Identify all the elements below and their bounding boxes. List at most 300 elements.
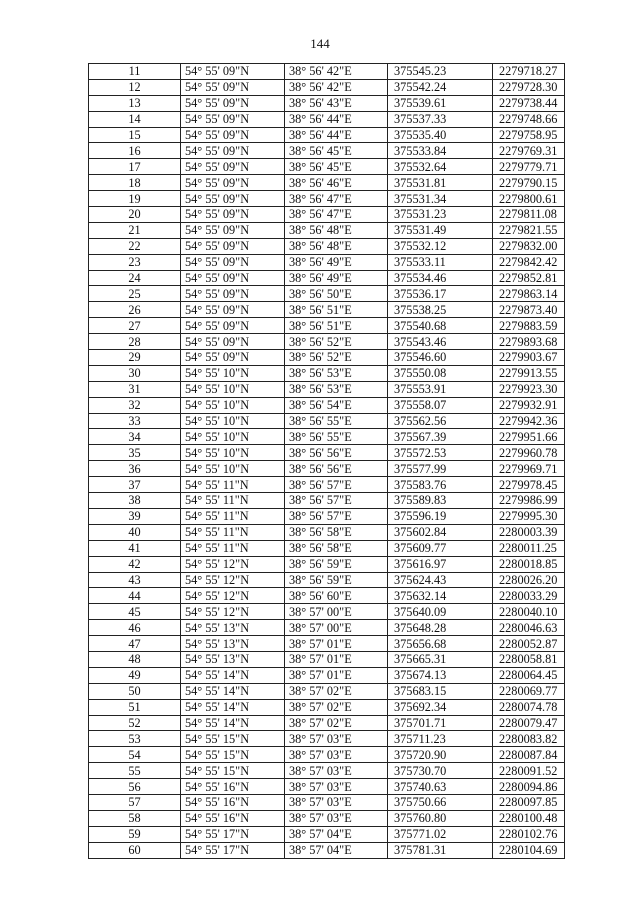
longitude-cell: 38° 57' 01"E — [285, 636, 388, 652]
latitude-cell: 54° 55' 09"N — [181, 238, 285, 254]
y-coordinate-cell: 2279978.45 — [493, 477, 565, 493]
y-coordinate-cell: 2279863.14 — [493, 286, 565, 302]
y-coordinate-cell: 2279811.08 — [493, 207, 565, 223]
latitude-cell: 54° 55' 13"N — [181, 651, 285, 667]
x-coordinate-cell: 375542.24 — [388, 79, 493, 95]
latitude-cell: 54° 55' 14"N — [181, 667, 285, 683]
point-number-cell: 16 — [89, 143, 181, 159]
latitude-cell: 54° 55' 09"N — [181, 302, 285, 318]
longitude-cell: 38° 56' 59"E — [285, 556, 388, 572]
longitude-cell: 38° 56' 51"E — [285, 318, 388, 334]
longitude-cell: 38° 57' 03"E — [285, 779, 388, 795]
longitude-cell: 38° 56' 45"E — [285, 143, 388, 159]
longitude-cell: 38° 56' 49"E — [285, 254, 388, 270]
y-coordinate-cell: 2279790.15 — [493, 175, 565, 191]
latitude-cell: 54° 55' 11"N — [181, 540, 285, 556]
table-row — [89, 477, 565, 493]
table-row — [89, 556, 565, 572]
point-number-cell: 35 — [89, 445, 181, 461]
point-number-cell: 27 — [89, 318, 181, 334]
table-row — [89, 143, 565, 159]
table-row — [89, 651, 565, 667]
y-coordinate-cell: 2280100.48 — [493, 810, 565, 826]
point-number-cell: 25 — [89, 286, 181, 302]
longitude-cell: 38° 56' 58"E — [285, 524, 388, 540]
y-coordinate-cell: 2280069.77 — [493, 683, 565, 699]
x-coordinate-cell: 375683.15 — [388, 683, 493, 699]
point-number-cell: 20 — [89, 207, 181, 223]
point-number-cell: 13 — [89, 95, 181, 111]
table-row — [89, 461, 565, 477]
x-coordinate-cell: 375539.61 — [388, 95, 493, 111]
longitude-cell: 38° 57' 02"E — [285, 699, 388, 715]
x-coordinate-cell: 375760.80 — [388, 810, 493, 826]
latitude-cell: 54° 55' 15"N — [181, 731, 285, 747]
latitude-cell: 54° 55' 10"N — [181, 445, 285, 461]
point-number-cell: 43 — [89, 572, 181, 588]
table-row — [89, 779, 565, 795]
latitude-cell: 54° 55' 10"N — [181, 429, 285, 445]
longitude-cell: 38° 56' 46"E — [285, 175, 388, 191]
x-coordinate-cell: 375656.68 — [388, 636, 493, 652]
point-number-cell: 49 — [89, 667, 181, 683]
y-coordinate-cell: 2280079.47 — [493, 715, 565, 731]
x-coordinate-cell: 375583.76 — [388, 477, 493, 493]
x-coordinate-cell: 375577.99 — [388, 461, 493, 477]
point-number-cell: 55 — [89, 763, 181, 779]
y-coordinate-cell: 2280040.10 — [493, 604, 565, 620]
x-coordinate-cell: 375665.31 — [388, 651, 493, 667]
y-coordinate-cell: 2280074.78 — [493, 699, 565, 715]
x-coordinate-cell: 375701.71 — [388, 715, 493, 731]
y-coordinate-cell: 2279942.36 — [493, 413, 565, 429]
table-row — [89, 842, 565, 858]
longitude-cell: 38° 57' 03"E — [285, 763, 388, 779]
y-coordinate-cell: 2280026.20 — [493, 572, 565, 588]
table-row — [89, 127, 565, 143]
x-coordinate-cell: 375674.13 — [388, 667, 493, 683]
latitude-cell: 54° 55' 09"N — [181, 111, 285, 127]
point-number-cell: 59 — [89, 826, 181, 842]
table-row — [89, 731, 565, 747]
table-row — [89, 254, 565, 270]
x-coordinate-cell: 375543.46 — [388, 334, 493, 350]
y-coordinate-cell: 2279748.66 — [493, 111, 565, 127]
point-number-cell: 48 — [89, 651, 181, 667]
y-coordinate-cell: 2279758.95 — [493, 127, 565, 143]
point-number-cell: 36 — [89, 461, 181, 477]
longitude-cell: 38° 57' 03"E — [285, 731, 388, 747]
longitude-cell: 38° 56' 55"E — [285, 413, 388, 429]
latitude-cell: 54° 55' 15"N — [181, 763, 285, 779]
table-row — [89, 318, 565, 334]
x-coordinate-cell: 375781.31 — [388, 842, 493, 858]
point-number-cell: 50 — [89, 683, 181, 699]
x-coordinate-cell: 375537.33 — [388, 111, 493, 127]
y-coordinate-cell: 2279738.44 — [493, 95, 565, 111]
x-coordinate-cell: 375536.17 — [388, 286, 493, 302]
longitude-cell: 38° 56' 56"E — [285, 461, 388, 477]
longitude-cell: 38° 56' 44"E — [285, 127, 388, 143]
x-coordinate-cell: 375535.40 — [388, 127, 493, 143]
y-coordinate-cell: 2279842.42 — [493, 254, 565, 270]
longitude-cell: 38° 57' 02"E — [285, 683, 388, 699]
y-coordinate-cell: 2279995.30 — [493, 508, 565, 524]
y-coordinate-cell: 2280058.81 — [493, 651, 565, 667]
longitude-cell: 38° 57' 01"E — [285, 667, 388, 683]
point-number-cell: 38 — [89, 493, 181, 509]
point-number-cell: 58 — [89, 810, 181, 826]
point-number-cell: 31 — [89, 381, 181, 397]
y-coordinate-cell: 2280003.39 — [493, 524, 565, 540]
x-coordinate-cell: 375534.46 — [388, 270, 493, 286]
table-row — [89, 493, 565, 509]
table-row — [89, 413, 565, 429]
longitude-cell: 38° 56' 44"E — [285, 111, 388, 127]
latitude-cell: 54° 55' 09"N — [181, 95, 285, 111]
latitude-cell: 54° 55' 09"N — [181, 191, 285, 207]
point-number-cell: 14 — [89, 111, 181, 127]
latitude-cell: 54° 55' 09"N — [181, 159, 285, 175]
longitude-cell: 38° 56' 43"E — [285, 95, 388, 111]
table-row — [89, 207, 565, 223]
x-coordinate-cell: 375546.60 — [388, 350, 493, 366]
x-coordinate-cell: 375531.81 — [388, 175, 493, 191]
table-row — [89, 747, 565, 763]
y-coordinate-cell: 2279951.66 — [493, 429, 565, 445]
x-coordinate-cell: 375771.02 — [388, 826, 493, 842]
x-coordinate-cell: 375640.09 — [388, 604, 493, 620]
point-number-cell: 21 — [89, 222, 181, 238]
y-coordinate-cell: 2279923.30 — [493, 381, 565, 397]
x-coordinate-cell: 375596.19 — [388, 508, 493, 524]
x-coordinate-cell: 375532.64 — [388, 159, 493, 175]
point-number-cell: 39 — [89, 508, 181, 524]
point-number-cell: 51 — [89, 699, 181, 715]
y-coordinate-cell: 2279800.61 — [493, 191, 565, 207]
table-row — [89, 111, 565, 127]
longitude-cell: 38° 57' 00"E — [285, 620, 388, 636]
latitude-cell: 54° 55' 09"N — [181, 64, 285, 80]
latitude-cell: 54° 55' 11"N — [181, 493, 285, 509]
x-coordinate-cell: 375532.12 — [388, 238, 493, 254]
x-coordinate-cell: 375602.84 — [388, 524, 493, 540]
x-coordinate-cell: 375553.91 — [388, 381, 493, 397]
x-coordinate-cell: 375533.84 — [388, 143, 493, 159]
latitude-cell: 54° 55' 10"N — [181, 461, 285, 477]
latitude-cell: 54° 55' 09"N — [181, 143, 285, 159]
y-coordinate-cell: 2279913.55 — [493, 365, 565, 381]
table-row — [89, 445, 565, 461]
latitude-cell: 54° 55' 10"N — [181, 413, 285, 429]
y-coordinate-cell: 2279852.81 — [493, 270, 565, 286]
y-coordinate-cell: 2280064.45 — [493, 667, 565, 683]
longitude-cell: 38° 56' 47"E — [285, 191, 388, 207]
point-number-cell: 54 — [89, 747, 181, 763]
table-row — [89, 64, 565, 80]
longitude-cell: 38° 57' 02"E — [285, 715, 388, 731]
point-number-cell: 18 — [89, 175, 181, 191]
table-row — [89, 763, 565, 779]
longitude-cell: 38° 56' 42"E — [285, 79, 388, 95]
point-number-cell: 56 — [89, 779, 181, 795]
y-coordinate-cell: 2279986.99 — [493, 493, 565, 509]
table-row — [89, 175, 565, 191]
table-row — [89, 715, 565, 731]
point-number-cell: 12 — [89, 79, 181, 95]
latitude-cell: 54° 55' 14"N — [181, 699, 285, 715]
longitude-cell: 38° 56' 52"E — [285, 334, 388, 350]
table-row — [89, 826, 565, 842]
point-number-cell: 47 — [89, 636, 181, 652]
latitude-cell: 54° 55' 09"N — [181, 350, 285, 366]
longitude-cell: 38° 56' 42"E — [285, 64, 388, 80]
x-coordinate-cell: 375632.14 — [388, 588, 493, 604]
latitude-cell: 54° 55' 15"N — [181, 747, 285, 763]
longitude-cell: 38° 57' 00"E — [285, 604, 388, 620]
latitude-cell: 54° 55' 12"N — [181, 604, 285, 620]
table-row — [89, 540, 565, 556]
x-coordinate-cell: 375609.77 — [388, 540, 493, 556]
y-coordinate-cell: 2279903.67 — [493, 350, 565, 366]
table-row — [89, 636, 565, 652]
y-coordinate-cell: 2279969.71 — [493, 461, 565, 477]
y-coordinate-cell: 2280083.82 — [493, 731, 565, 747]
coordinates-table — [88, 63, 565, 859]
point-number-cell: 42 — [89, 556, 181, 572]
x-coordinate-cell: 375538.25 — [388, 302, 493, 318]
latitude-cell: 54° 55' 13"N — [181, 620, 285, 636]
x-coordinate-cell: 375711.23 — [388, 731, 493, 747]
y-coordinate-cell: 2279728.30 — [493, 79, 565, 95]
y-coordinate-cell: 2280097.85 — [493, 794, 565, 810]
longitude-cell: 38° 56' 53"E — [285, 381, 388, 397]
latitude-cell: 54° 55' 09"N — [181, 318, 285, 334]
latitude-cell: 54° 55' 09"N — [181, 270, 285, 286]
longitude-cell: 38° 56' 52"E — [285, 350, 388, 366]
x-coordinate-cell: 375692.34 — [388, 699, 493, 715]
table-row — [89, 270, 565, 286]
latitude-cell: 54° 55' 17"N — [181, 826, 285, 842]
x-coordinate-cell: 375558.07 — [388, 397, 493, 413]
longitude-cell: 38° 57' 03"E — [285, 810, 388, 826]
latitude-cell: 54° 55' 10"N — [181, 381, 285, 397]
y-coordinate-cell: 2280094.86 — [493, 779, 565, 795]
longitude-cell: 38° 56' 57"E — [285, 493, 388, 509]
x-coordinate-cell: 375572.53 — [388, 445, 493, 461]
longitude-cell: 38° 56' 48"E — [285, 238, 388, 254]
point-number-cell: 33 — [89, 413, 181, 429]
table-row — [89, 397, 565, 413]
longitude-cell: 38° 56' 57"E — [285, 508, 388, 524]
longitude-cell: 38° 56' 48"E — [285, 222, 388, 238]
latitude-cell: 54° 55' 14"N — [181, 715, 285, 731]
table-row — [89, 524, 565, 540]
table-row — [89, 381, 565, 397]
point-number-cell: 11 — [89, 64, 181, 80]
longitude-cell: 38° 57' 01"E — [285, 651, 388, 667]
table-row — [89, 699, 565, 715]
x-coordinate-cell: 375648.28 — [388, 620, 493, 636]
latitude-cell: 54° 55' 11"N — [181, 508, 285, 524]
latitude-cell: 54° 55' 09"N — [181, 127, 285, 143]
point-number-cell: 15 — [89, 127, 181, 143]
table-row — [89, 620, 565, 636]
y-coordinate-cell: 2279893.68 — [493, 334, 565, 350]
y-coordinate-cell: 2280091.52 — [493, 763, 565, 779]
latitude-cell: 54° 55' 10"N — [181, 365, 285, 381]
y-coordinate-cell: 2279718.27 — [493, 64, 565, 80]
x-coordinate-cell: 375540.68 — [388, 318, 493, 334]
x-coordinate-cell: 375562.56 — [388, 413, 493, 429]
point-number-cell: 29 — [89, 350, 181, 366]
table-row — [89, 95, 565, 111]
longitude-cell: 38° 56' 53"E — [285, 365, 388, 381]
point-number-cell: 30 — [89, 365, 181, 381]
y-coordinate-cell: 2280018.85 — [493, 556, 565, 572]
x-coordinate-cell: 375624.43 — [388, 572, 493, 588]
point-number-cell: 26 — [89, 302, 181, 318]
latitude-cell: 54° 55' 11"N — [181, 477, 285, 493]
x-coordinate-cell: 375531.23 — [388, 207, 493, 223]
longitude-cell: 38° 56' 51"E — [285, 302, 388, 318]
latitude-cell: 54° 55' 09"N — [181, 254, 285, 270]
latitude-cell: 54° 55' 16"N — [181, 779, 285, 795]
point-number-cell: 17 — [89, 159, 181, 175]
x-coordinate-cell: 375567.39 — [388, 429, 493, 445]
y-coordinate-cell: 2279769.31 — [493, 143, 565, 159]
table-row — [89, 191, 565, 207]
longitude-cell: 38° 56' 50"E — [285, 286, 388, 302]
y-coordinate-cell: 2280011.25 — [493, 540, 565, 556]
point-number-cell: 37 — [89, 477, 181, 493]
point-number-cell: 32 — [89, 397, 181, 413]
point-number-cell: 22 — [89, 238, 181, 254]
point-number-cell: 41 — [89, 540, 181, 556]
point-number-cell: 45 — [89, 604, 181, 620]
x-coordinate-cell: 375720.90 — [388, 747, 493, 763]
y-coordinate-cell: 2280104.69 — [493, 842, 565, 858]
x-coordinate-cell: 375750.66 — [388, 794, 493, 810]
longitude-cell: 38° 56' 45"E — [285, 159, 388, 175]
table-row — [89, 810, 565, 826]
table-row — [89, 302, 565, 318]
longitude-cell: 38° 56' 56"E — [285, 445, 388, 461]
longitude-cell: 38° 56' 58"E — [285, 540, 388, 556]
latitude-cell: 54° 55' 12"N — [181, 556, 285, 572]
table-row — [89, 286, 565, 302]
latitude-cell: 54° 55' 16"N — [181, 794, 285, 810]
point-number-cell: 28 — [89, 334, 181, 350]
latitude-cell: 54° 55' 09"N — [181, 175, 285, 191]
longitude-cell: 38° 56' 57"E — [285, 477, 388, 493]
point-number-cell: 44 — [89, 588, 181, 604]
table-row — [89, 794, 565, 810]
y-coordinate-cell: 2280052.87 — [493, 636, 565, 652]
table-row — [89, 604, 565, 620]
x-coordinate-cell: 375616.97 — [388, 556, 493, 572]
table-row — [89, 238, 565, 254]
point-number-cell: 34 — [89, 429, 181, 445]
latitude-cell: 54° 55' 09"N — [181, 222, 285, 238]
latitude-cell: 54° 55' 16"N — [181, 810, 285, 826]
longitude-cell: 38° 56' 54"E — [285, 397, 388, 413]
y-coordinate-cell: 2280102.76 — [493, 826, 565, 842]
y-coordinate-cell: 2279883.59 — [493, 318, 565, 334]
coordinates-table-body — [89, 64, 565, 859]
point-number-cell: 60 — [89, 842, 181, 858]
latitude-cell: 54° 55' 09"N — [181, 334, 285, 350]
table-row — [89, 222, 565, 238]
point-number-cell: 40 — [89, 524, 181, 540]
latitude-cell: 54° 55' 10"N — [181, 397, 285, 413]
x-coordinate-cell: 375545.23 — [388, 64, 493, 80]
latitude-cell: 54° 55' 12"N — [181, 588, 285, 604]
latitude-cell: 54° 55' 09"N — [181, 207, 285, 223]
longitude-cell: 38° 57' 04"E — [285, 826, 388, 842]
y-coordinate-cell: 2279960.78 — [493, 445, 565, 461]
table-row — [89, 79, 565, 95]
latitude-cell: 54° 55' 11"N — [181, 524, 285, 540]
latitude-cell: 54° 55' 13"N — [181, 636, 285, 652]
longitude-cell: 38° 56' 59"E — [285, 572, 388, 588]
longitude-cell: 38° 56' 47"E — [285, 207, 388, 223]
point-number-cell: 19 — [89, 191, 181, 207]
table-row — [89, 159, 565, 175]
y-coordinate-cell: 2279821.55 — [493, 222, 565, 238]
y-coordinate-cell: 2280087.84 — [493, 747, 565, 763]
y-coordinate-cell: 2279873.40 — [493, 302, 565, 318]
longitude-cell: 38° 56' 55"E — [285, 429, 388, 445]
x-coordinate-cell: 375589.83 — [388, 493, 493, 509]
longitude-cell: 38° 57' 04"E — [285, 842, 388, 858]
table-row — [89, 429, 565, 445]
x-coordinate-cell: 375531.34 — [388, 191, 493, 207]
point-number-cell: 24 — [89, 270, 181, 286]
table-row — [89, 588, 565, 604]
y-coordinate-cell: 2279779.71 — [493, 159, 565, 175]
latitude-cell: 54° 55' 17"N — [181, 842, 285, 858]
table-row — [89, 667, 565, 683]
point-number-cell: 23 — [89, 254, 181, 270]
x-coordinate-cell: 375730.70 — [388, 763, 493, 779]
point-number-cell: 52 — [89, 715, 181, 731]
x-coordinate-cell: 375531.49 — [388, 222, 493, 238]
point-number-cell: 53 — [89, 731, 181, 747]
x-coordinate-cell: 375550.08 — [388, 365, 493, 381]
table-row — [89, 334, 565, 350]
table-row — [89, 365, 565, 381]
longitude-cell: 38° 56' 49"E — [285, 270, 388, 286]
latitude-cell: 54° 55' 09"N — [181, 286, 285, 302]
latitude-cell: 54° 55' 12"N — [181, 572, 285, 588]
point-number-cell: 57 — [89, 794, 181, 810]
table-row — [89, 572, 565, 588]
latitude-cell: 54° 55' 09"N — [181, 79, 285, 95]
page-number: 144 — [310, 36, 330, 51]
latitude-cell: 54° 55' 14"N — [181, 683, 285, 699]
longitude-cell: 38° 57' 03"E — [285, 747, 388, 763]
table-row — [89, 683, 565, 699]
longitude-cell: 38° 56' 60"E — [285, 588, 388, 604]
y-coordinate-cell: 2280046.63 — [493, 620, 565, 636]
y-coordinate-cell: 2280033.29 — [493, 588, 565, 604]
x-coordinate-cell: 375740.63 — [388, 779, 493, 795]
longitude-cell: 38° 57' 03"E — [285, 794, 388, 810]
table-row — [89, 350, 565, 366]
y-coordinate-cell: 2279832.00 — [493, 238, 565, 254]
y-coordinate-cell: 2279932.91 — [493, 397, 565, 413]
